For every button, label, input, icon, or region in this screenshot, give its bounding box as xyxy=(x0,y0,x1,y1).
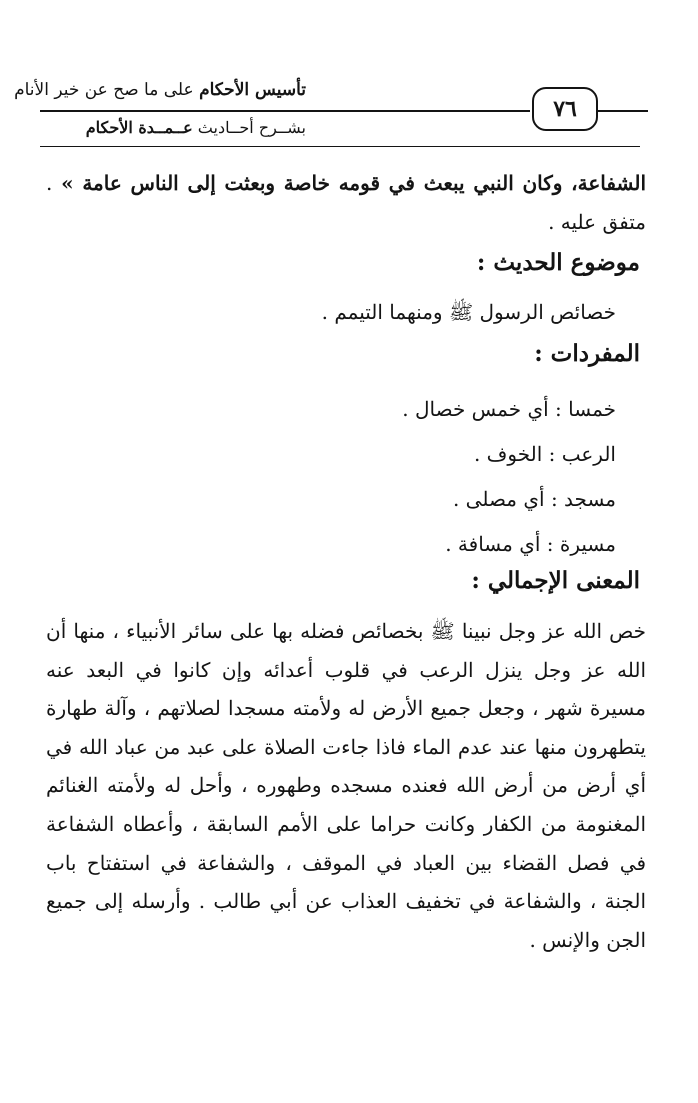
page-number: ٧٦ xyxy=(553,96,577,122)
vocabulary-heading: المفردات : xyxy=(534,340,640,367)
vocabulary-item: مسيرة : أي مسافة . xyxy=(445,532,616,556)
subtitle-bold: عــمــدة الأحكام xyxy=(85,118,193,137)
hadith-text-bold: الشفاعة، وكان النبي يبعث في قومه خاصة وبعثت إلى الناس عامة » xyxy=(52,171,646,195)
vocabulary-item: خمسا : أي خمس خصال . xyxy=(402,397,616,421)
book-title-rest: على ما صح عن خير الأنام xyxy=(14,80,200,100)
vocabulary-item: مسجد : أي مصلى . xyxy=(452,487,616,511)
summary-heading: المعنى الإجمالي : xyxy=(471,567,640,594)
vocabulary-item: الرعب : الخوف . xyxy=(473,442,616,466)
running-header-subtitle xyxy=(36,117,306,139)
subtitle-prefix: بشــرح أحــاديث xyxy=(192,118,306,137)
topic-heading: موضوع الحديث : xyxy=(476,249,640,276)
book-title-bold: تأسيس الأحكام xyxy=(199,80,306,100)
header-rule-bottom xyxy=(40,146,640,147)
summary-paragraph: خص الله عز وجل نبينا ﷺ بخصائص فضله بها على سائر الأنبياء ، منها أن الله عز وجل ينزل الرعب في قلوب أعدائه وإن كانوا في البعد عنه مسيرة شهر ، وجعل جميع الأرض له ولأمته مسجدا لصلاتهم ، وآلة طهارة يتطهرون منها عند عدم الماء فاذا جاءت الصلاة على عبد من عباد الله في أي أرض من أرض الله فعنده مسجده وطهوره ، وأحل له ولأمته الغنائم المغنومة من الكفار وكانت حراما على الأمم السابقة ، وأعطاه الشفاعة في فصل القضاء بين العباد في الموقف ، والشفاعة في استفتاح باب الجنة ، والشفاعة في تخفيف العذاب عن أبي طالب . وأرسله إلى جميع الجن والإنس . xyxy=(46,619,646,952)
topic-text: خصائص الرسول ﷺ ومنهما التيمم . xyxy=(321,300,616,324)
header-rule-right xyxy=(598,110,648,112)
hadith-attribution: . متفق عليه . xyxy=(46,171,646,234)
running-header-title xyxy=(14,78,306,102)
page-number-badge xyxy=(532,87,598,131)
header-rule-top xyxy=(40,110,530,112)
hadith-continuation xyxy=(46,164,646,242)
